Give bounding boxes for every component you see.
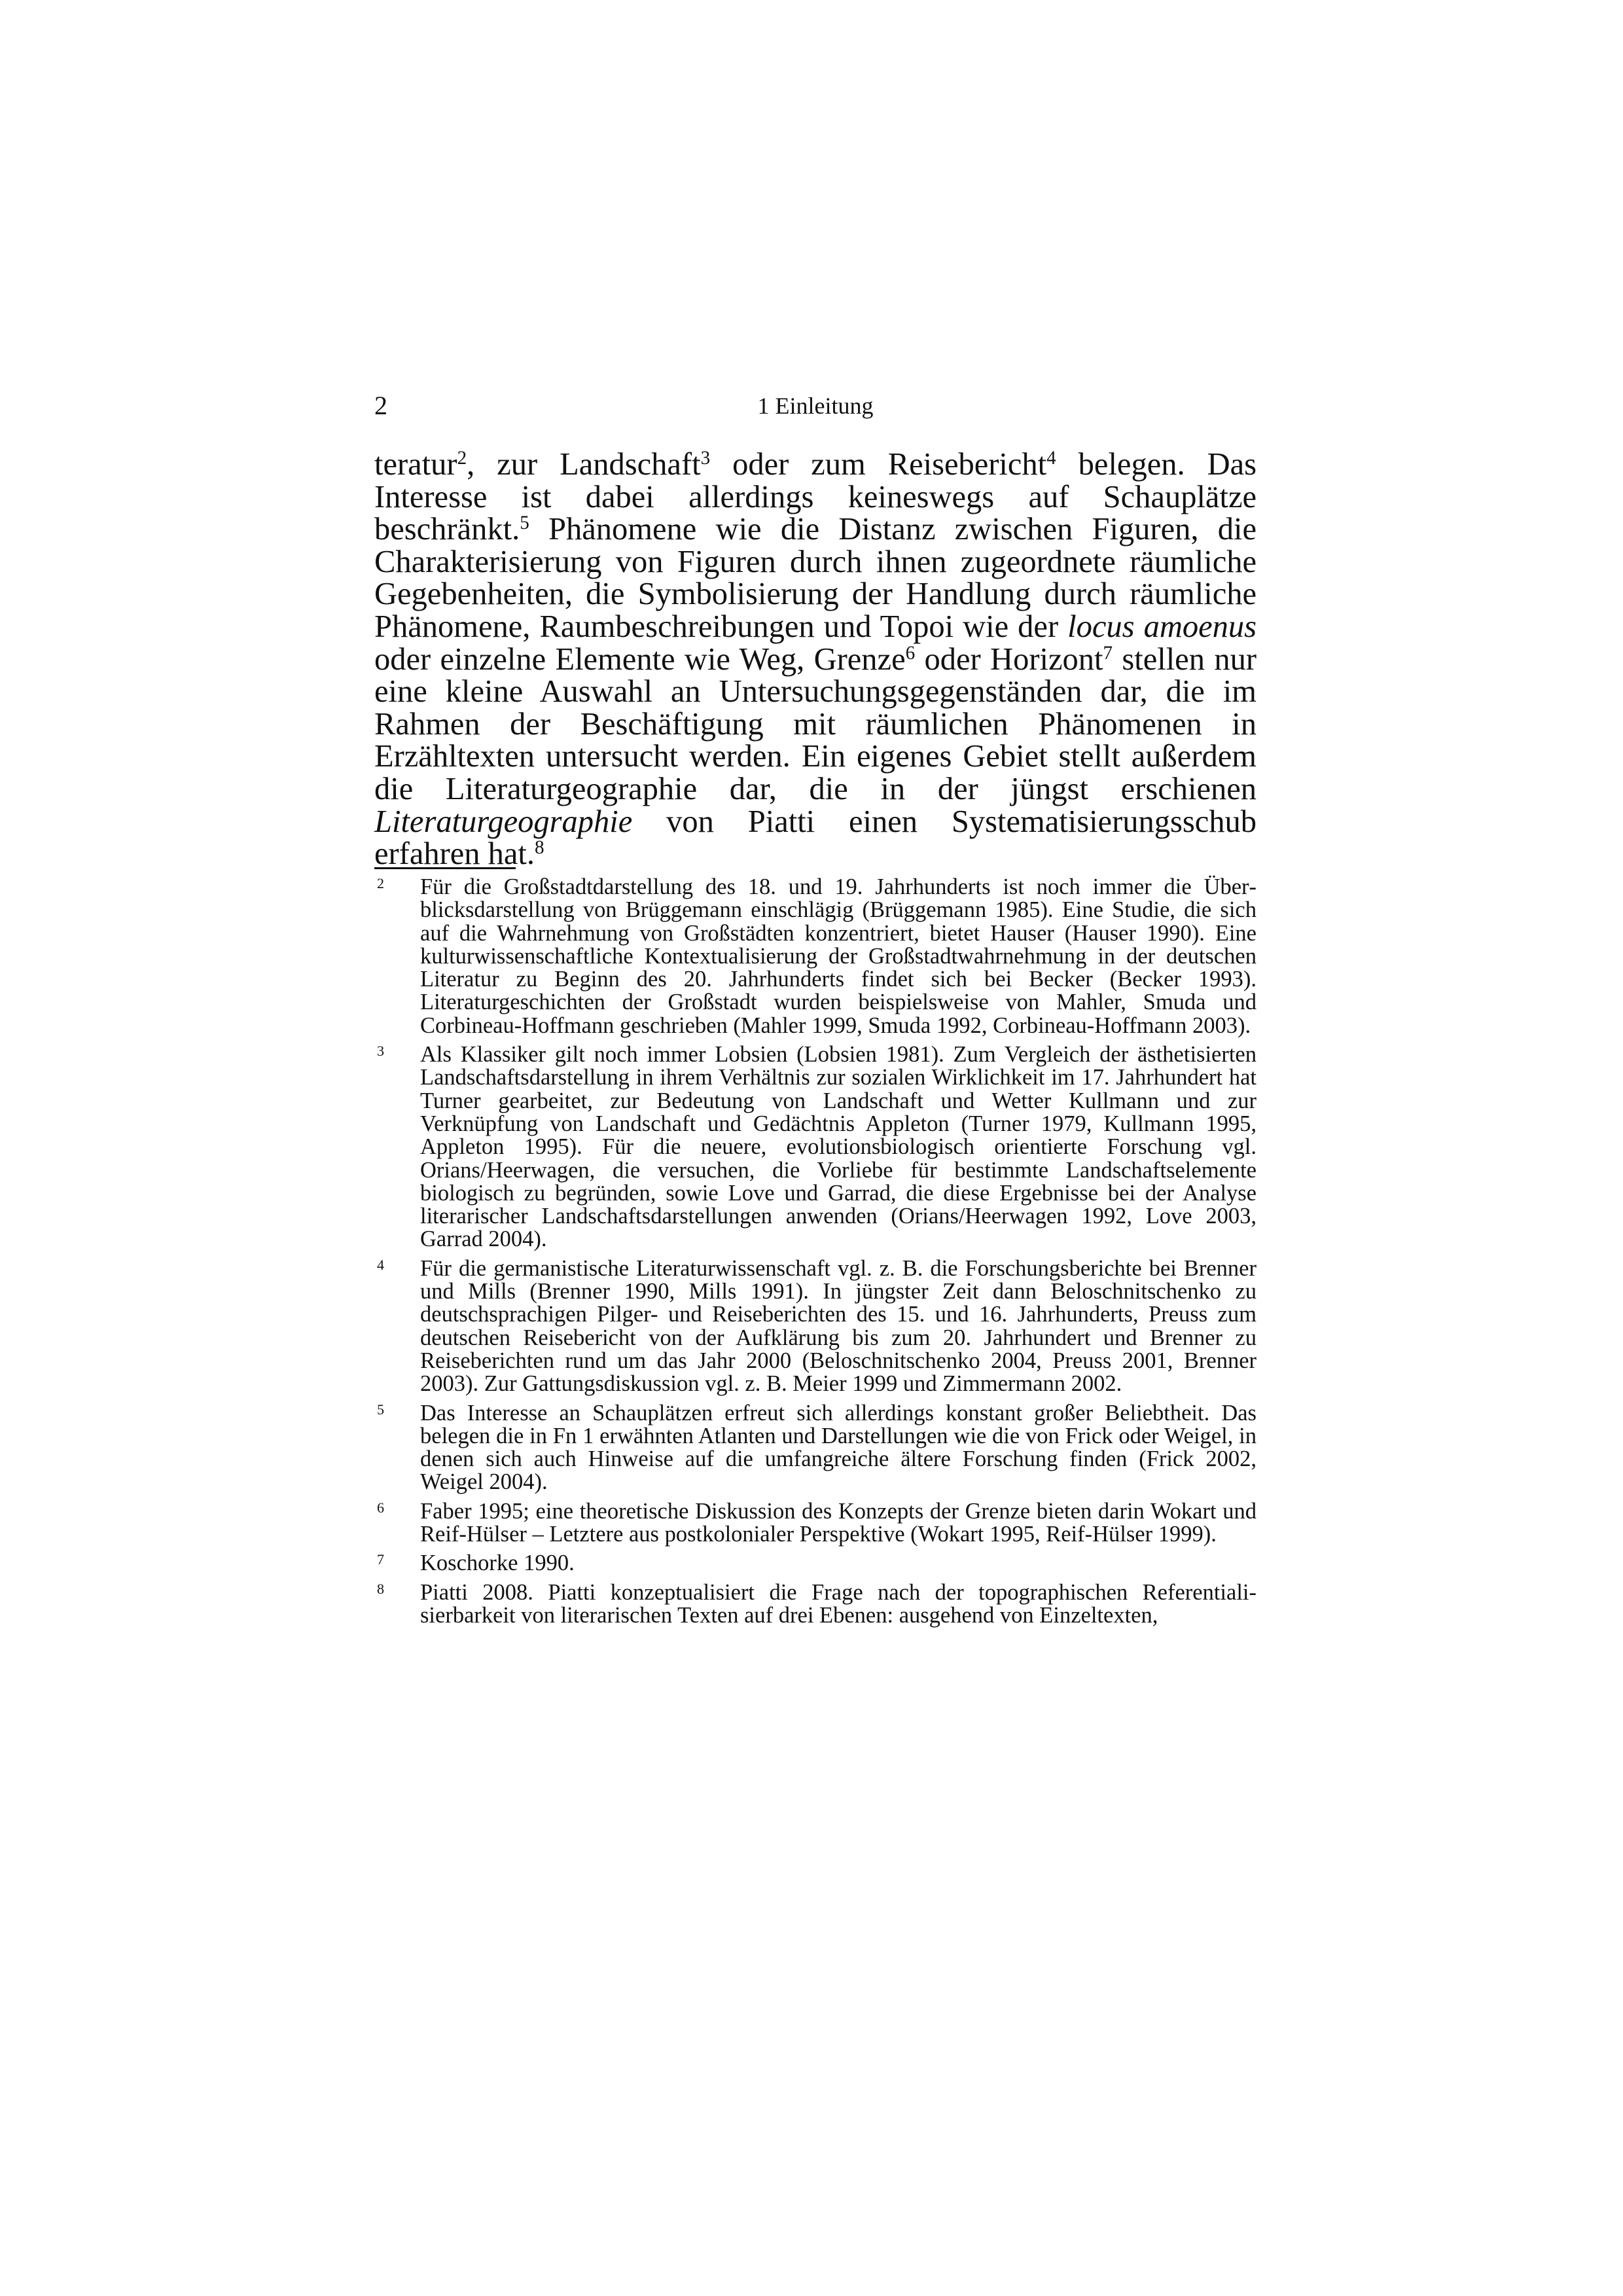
body-text-run: oder Horizont (915, 641, 1103, 677)
footnote-number: 7 (377, 1551, 384, 1568)
footnote-text: Für die Großstadtdarstellung des 18. und 19. Jahrhunderts ist noch immer die Überblicksdarstellung von Brüggemann einschlägig (Brüggemann 1985). Eine Studie, die sich auf die Wahrnehmung von Großstädten konzentriert, bietet Hauser (Hauser 1990). Eine kulturwissenschaftliche Kontextualisierung der Großstadtwahrnehmung in der deutschen Literatur zu Beginn des 20. Jahrhunderts findet sich bei Becker (Becker 1993). Literaturgeschichten der Großstadt wurden beispielsweise von Mahler, Smuda und Corbineau-Hoffmann geschrieben (Mahler 1999, Smuda 1992, Corbineau-Hoffmann 2003). (420, 874, 1257, 1038)
footnote (374, 1043, 1257, 1251)
body-text-run: teratur (374, 447, 457, 482)
footnote-text: Als Klassiker gilt noch immer Lobsien (Lobsien 1981). Zum Vergleich der ästhetisierten Landschaftsdarstellung in ihrem Verhältnis zur sozialen Wirklichkeit im 17. Jahrhundert hat Turner gearbeitet, zur Bedeutung von Landschaft und Wetter Kullmann und zur Verknüpfung von Landschaft und Gedächtnis Appleton (Turner 1979, Kullmann 1995, Appleton 1995). Für die neuere, evolutionsbiologisch orientierte Forschung vgl. Orians/Heerwagen, die versuchen, die Vorliebe für bestimmte Landschaftselemente biologisch zu begründen, sowie Love und Garrad, die diese Ergebnisse bei der Analyse literarischer Landschaftsdarstellungen anwenden (Orians/Heerwagen 1992, Love 2003, Garrad 2004). (420, 1042, 1257, 1252)
footnote-number: 4 (377, 1256, 384, 1273)
running-head: 1 Einleitung (757, 393, 874, 419)
body-text-run: oder einzelne Elemente wie Weg, Grenze (374, 641, 906, 677)
footnote-text: Piatti 2008. Piatti konzeptualisiert die Frage nach der topographischen Referentialisierbarkeit von literarischen Texten auf drei Ebenen: ausgehend von Einzeltexten, (420, 1579, 1257, 1628)
page-number: 2 (374, 391, 387, 420)
footnote (374, 1402, 1257, 1494)
footnote-text: Faber 1995; eine theoretische Diskussion des Konzepts der Grenze bieten darin Wokart und Reif-Hülser – Letztere aus postkolonialer Perspektive (Wokart 1995, Reif-Hülser 1999). (420, 1498, 1257, 1547)
footnote-separator (374, 867, 516, 869)
footnote-text: Das Interesse an Schauplätzen erfreut sich allerdings konstant großer Beliebtheit. Das belegen die in Fn 1 erwähnten Atlanten und Darstellungen wie die von Frick oder Weigel, in denen sich auch Hinweise auf die umfangreiche ältere Forschung finden (Frick 2002, Weigel 2004). (420, 1400, 1257, 1495)
page-header (374, 390, 1257, 429)
footnote-number: 3 (377, 1043, 384, 1060)
italic-term: locus amoenus (1067, 609, 1257, 644)
footnote (374, 1257, 1257, 1396)
italic-title: Literaturgeographie (374, 804, 633, 839)
footnote (374, 1581, 1257, 1628)
footnote-ref: 4 (1046, 448, 1056, 469)
body-text-run: stellen nur eine kleine Auswahl an Untersuchungsgegenständen dar, die im Rahmen der Beschäftigung mit räumlichen Phänomenen in Erzähltexten untersucht werden. Ein eigenes Gebiet stellt außerdem die Literaturgeographie dar, die in der jüngst erschienen (374, 641, 1257, 806)
footnote-ref: 2 (457, 448, 467, 469)
body-text-run: Phänomene wie die Distanz zwischen Figuren, die Charakterisierung von Figuren durch ihnen zugeordnete räumliche Gegebenheiten, die Symbolisierung der Handlung durch räumliche Phänomene, Raumbeschreibungen und Topoi wie der (374, 512, 1257, 644)
body-text-run: von Piatti einen Systematisierungsschub erfahren hat. (374, 804, 1257, 872)
footnote-ref: 3 (700, 448, 711, 469)
footnote (374, 1500, 1257, 1547)
footnote-number: 6 (377, 1499, 384, 1516)
body-text-run: oder zum Reisebericht (710, 447, 1047, 482)
body-text-run: , zur Landschaft (467, 447, 701, 482)
footnote-ref: 6 (905, 642, 916, 664)
footnote (374, 1552, 1257, 1575)
footnote-text: Für die germanistische Literaturwissenschaft vgl. z. B. die Forschungsberichte bei Brenner und Mills (Brenner 1990, Mills 1991). In jüngster Zeit dann Beloschnitschenko zu deutschsprachigen Pilger- und Reiseberichten des 15. und 16. Jahrhunderts, Preuss zum deutschen Reisebericht von der Aufklärung bis zum 20. Jahrhundert und Brenner zu Reiseberichten rund um das Jahr 2000 (Beloschnitschenko 2004, Preuss 2001, Brenner 2003). Zur Gattungsdiskussion vgl. z. B. Meier 1999 und Zimmermann 2002. (420, 1255, 1257, 1397)
body-paragraph (374, 448, 1257, 870)
footnote-ref: 5 (520, 512, 529, 534)
footnote-number: 2 (377, 875, 384, 891)
footnote-ref: 7 (1103, 642, 1113, 664)
body-text-run: belegen. Das Interesse ist dabei allerdings keineswegs auf Schauplätze beschränkt. (374, 447, 1257, 547)
footnotes (374, 876, 1257, 1633)
footnote-number: 5 (377, 1401, 384, 1418)
footnote-ref: 8 (535, 837, 544, 859)
footnote (374, 876, 1257, 1037)
footnote-number: 8 (377, 1580, 384, 1597)
footnote-text: Koschorke 1990. (420, 1551, 575, 1576)
